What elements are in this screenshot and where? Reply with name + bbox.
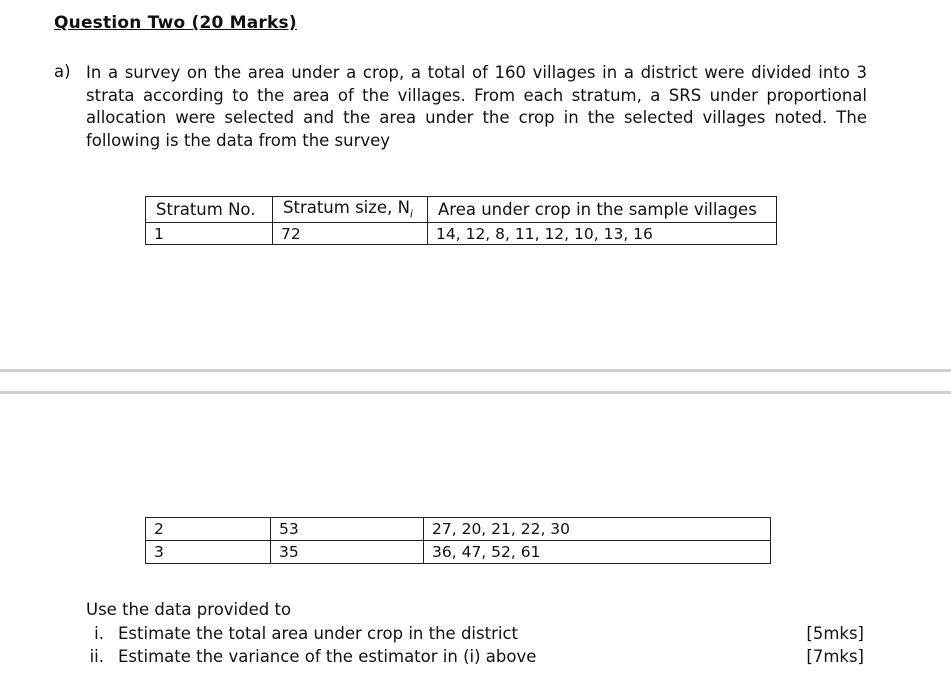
instructions-intro: Use the data provided to [86,600,292,619]
item-text: Estimate the variance of the estimator in (i) above [118,647,537,666]
header-stratum-size [273,197,428,223]
header-stratum-no: Stratum No. [146,197,273,223]
cell-stratum: 3 [146,541,271,564]
cell-areas: 36, 47, 52, 61 [424,541,771,564]
cell-stratum: 2 [146,518,271,541]
cell-size: 35 [271,541,424,564]
data-table-top [145,196,777,245]
question-paragraph: In a survey on the area under a crop, a total of 160 villages in a district were divided into 3 strata according to the area of the villages. From each stratum, a SRS under proportional allocation were selected and the area under the crop in the selected villages noted. The following is the data from the survey [86,63,867,150]
header-area: Area under crop in the sample villages [428,197,777,223]
data-table-bottom [145,517,771,564]
item-marks: [7mks] [806,647,864,666]
header-stratum-size-text: Stratum size, N [283,198,410,218]
cell-areas: 27, 20, 21, 22, 30 [424,518,771,541]
item-numeral: i. [94,624,104,643]
question-title: Question Two (20 Marks) [54,13,297,33]
table-row [146,223,777,245]
header-subscript: i [409,207,413,221]
table-header-row [146,197,777,223]
table-row [146,541,771,564]
table-row [146,518,771,541]
part-label: a) [54,62,71,81]
divider-band [0,369,951,372]
item-numeral: ii. [89,647,104,666]
cell-stratum: 1 [146,223,273,245]
cell-size: 72 [273,223,428,245]
item-marks: [5mks] [806,624,864,643]
cell-areas: 14, 12, 8, 11, 12, 10, 13, 16 [428,223,777,245]
item-text: Estimate the total area under crop in the district [118,624,518,643]
cell-size: 53 [271,518,424,541]
divider-band [0,391,951,394]
